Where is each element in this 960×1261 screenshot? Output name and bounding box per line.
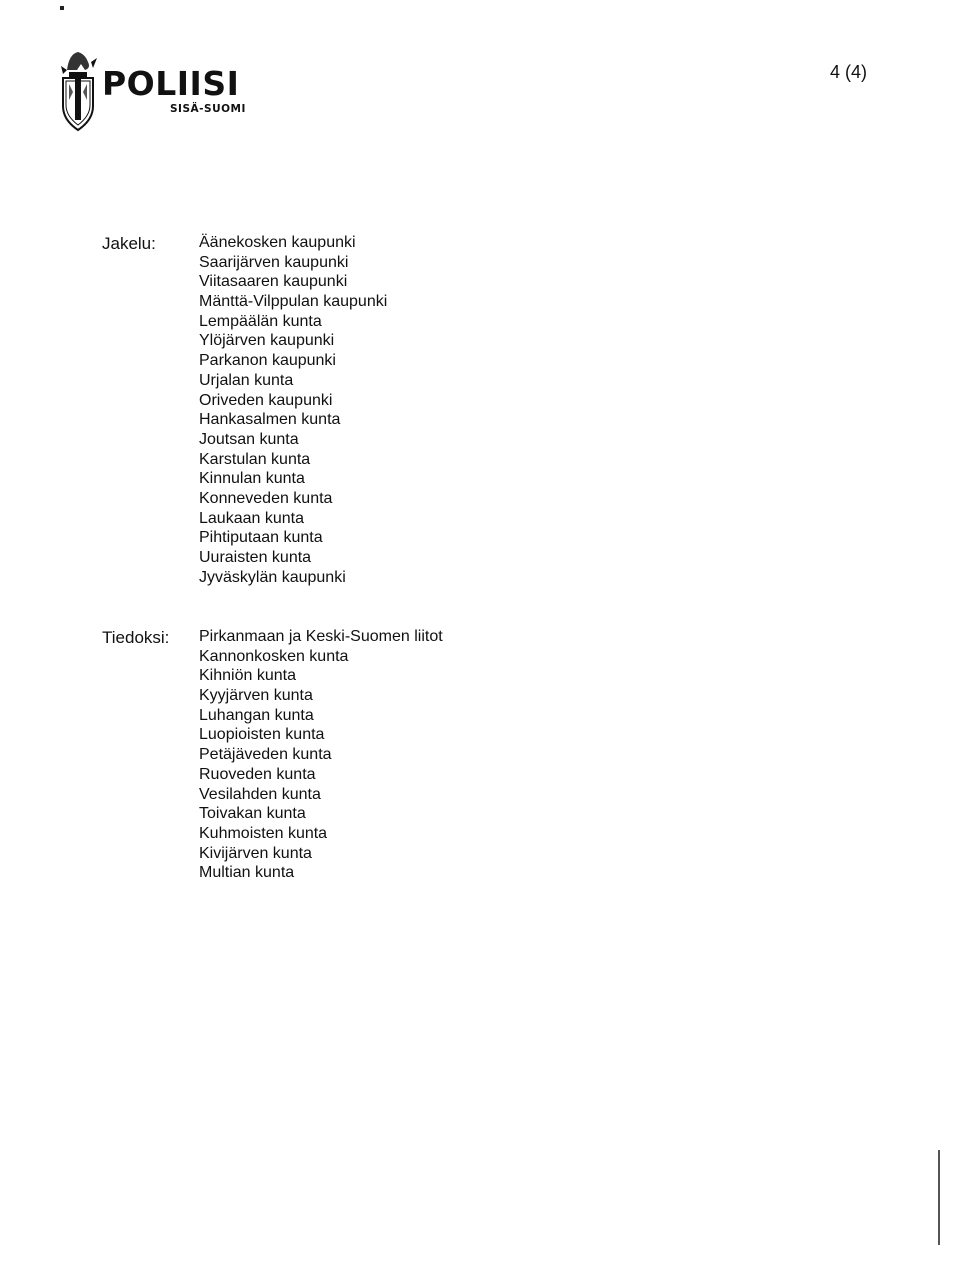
list-item: Luhangan kunta [199,706,314,724]
list-item: Ruoveden kunta [199,765,316,783]
list-item: Hankasalmen kunta [199,411,341,429]
list-item: Vesilahden kunta [199,785,321,803]
page-number: 4 (4) [830,62,868,82]
list-item: Laukaan kunta [199,509,304,527]
list-item: Kivijärven kunta [199,844,312,862]
scan-edge-line [938,1150,940,1245]
list-item: Ylöjärven kaupunki [199,332,335,350]
list-item: Kinnulan kunta [199,470,305,488]
list-item: Luopioisten kunta [199,726,325,744]
list-item: Lempäälän kunta [199,312,322,330]
list-item: Saarijärven kaupunki [199,253,349,271]
list-item: Pihtiputaan kunta [199,529,323,547]
logo-region-text: SISÄ-SUOMI [170,103,246,115]
list-item: Karstulan kunta [199,450,311,468]
list-item: Kyyjärven kunta [199,687,313,705]
list-item: Oriveden kaupunki [199,391,333,409]
list-item: Joutsan kunta [199,430,299,448]
jakelu-label: Jakelu: [102,234,156,253]
list-item: Kihniön kunta [199,667,296,685]
police-emblem-icon [55,48,101,132]
list-item: Jyväskylän kaupunki [199,568,346,586]
tiedoksi-label: Tiedoksi: [102,628,170,647]
list-item: Konneveden kunta [199,489,333,507]
police-logo [55,48,255,138]
list-item: Mänttä-Vilppulan kaupunki [199,293,388,311]
list-item: Kannonkosken kunta [199,647,349,665]
list-item: Viitasaaren kaupunki [199,273,348,291]
tiedoksi-list [199,627,443,883]
scan-speck [60,6,64,10]
list-item: Parkanon kaupunki [199,352,336,370]
logo-wordmark: POLIISI [102,64,240,103]
list-item: Petäjäveden kunta [199,746,332,764]
list-item: Kuhmoisten kunta [199,824,328,842]
jakelu-list [199,233,387,587]
list-item: Uuraisten kunta [199,549,312,566]
list-item: Multian kunta [199,864,295,882]
list-item: Urjalan kunta [199,371,294,389]
list-item: Pirkanmaan ja Keski-Suomen liitot [199,628,443,645]
list-item: Toivakan kunta [199,805,306,823]
list-item: Äänekosken kaupunki [199,234,356,251]
